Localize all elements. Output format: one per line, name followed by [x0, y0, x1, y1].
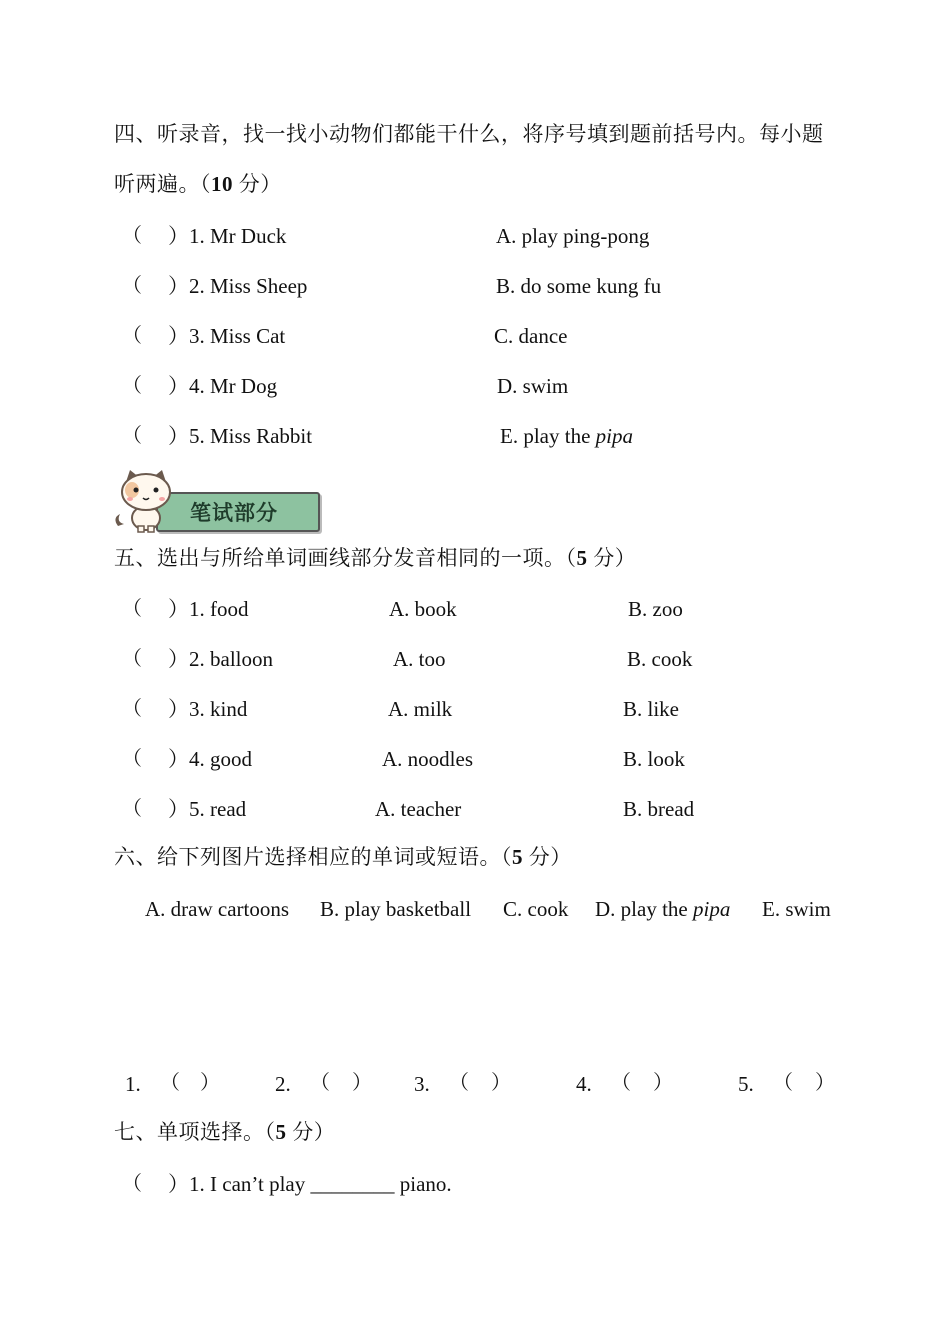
section7-title-text: 七、单项选择。（: [114, 1120, 276, 1144]
answer-number: 1.: [125, 1072, 141, 1096]
answer-bracket[interactable]: （: [122, 375, 142, 397]
question-prompt: ）2. balloon: [168, 647, 273, 671]
section6-title: [114, 847, 572, 868]
section5-title-text: 五、选出与所给单词画线部分发音相同的一项。（: [114, 546, 577, 570]
question-option: B. do some kung fu: [496, 274, 662, 298]
answer-bracket[interactable]: （: [122, 225, 142, 247]
option-b: B. look: [623, 747, 685, 771]
option-b: B. cook: [627, 647, 693, 671]
question-option: D. swim: [497, 374, 569, 398]
option-text: D. play the: [595, 897, 693, 921]
section4-title-line1: 四、听录音，找一找小动物们都能干什么，将序号填到题前括号内。每小题: [114, 122, 824, 146]
question-prompt: ）1. food: [168, 597, 249, 621]
section7-title: [114, 1122, 335, 1143]
section7-points: 5: [275, 1120, 287, 1144]
answer-bracket[interactable]: （: [122, 748, 142, 770]
answer-bracket[interactable]: （: [122, 648, 142, 670]
question-prompt: ）5. read: [168, 797, 247, 821]
option-italic-word: pipa: [595, 424, 633, 448]
question-option: A. play ping-pong: [496, 224, 650, 248]
answer-bracket-open[interactable]: （: [611, 1072, 631, 1094]
answer-bracket[interactable]: （: [122, 425, 142, 447]
answer-bracket-close: ）: [653, 1072, 673, 1094]
answer-bracket[interactable]: （: [122, 798, 142, 820]
question-option: C. dance: [494, 324, 568, 348]
section6-title-text: 六、给下列图片选择相应的单词或短语。（: [114, 845, 512, 869]
option-b: B. bread: [623, 797, 695, 821]
section7-points-unit: 分）: [286, 1120, 336, 1144]
answer-bracket-close: ）: [815, 1072, 835, 1094]
option-a: A. too: [393, 647, 446, 671]
section5-points: 5: [576, 546, 588, 570]
answer-bracket-close: ）: [491, 1072, 511, 1094]
option-c: C. cook: [503, 897, 569, 921]
answer-number: 5.: [738, 1072, 754, 1096]
answer-bracket-open[interactable]: （: [449, 1072, 469, 1094]
answer-number: 2.: [275, 1072, 291, 1096]
answer-bracket[interactable]: （: [122, 698, 142, 720]
section4-points: 10: [211, 172, 233, 196]
section5-title: [114, 548, 636, 569]
cartoon-cat-icon: [112, 468, 182, 534]
banner-label: 笔试部分: [190, 501, 278, 525]
option-a: A. book: [389, 597, 457, 621]
answer-bracket-open[interactable]: （: [773, 1072, 793, 1094]
option-b: B. zoo: [628, 597, 683, 621]
option-d: [595, 899, 730, 920]
option-text: E. play the: [500, 424, 596, 448]
option-b: B. like: [623, 697, 679, 721]
question-prompt: ）1. I can’t play ________ piano.: [168, 1172, 452, 1196]
answer-number: 3.: [414, 1072, 430, 1096]
answer-bracket-close: ）: [352, 1072, 372, 1094]
question-prompt: ）1. Mr Duck: [168, 224, 287, 248]
answer-number: 4.: [576, 1072, 592, 1096]
option-b: B. play basketball: [320, 897, 472, 921]
option-a: A. milk: [388, 697, 453, 721]
option-a: A. draw cartoons: [145, 897, 290, 921]
answer-bracket[interactable]: （: [122, 1173, 142, 1195]
answer-bracket[interactable]: （: [122, 598, 142, 620]
option-a: A. teacher: [375, 797, 462, 821]
section4-title-text: 听两遍。（: [114, 172, 211, 196]
answer-bracket[interactable]: （: [122, 325, 142, 347]
section5-points-unit: 分）: [587, 546, 637, 570]
option-a: A. noodles: [382, 747, 473, 771]
question-prompt: ）5. Miss Rabbit: [168, 424, 313, 448]
question-prompt: ）3. kind: [168, 697, 248, 721]
option-italic-word: pipa: [692, 897, 731, 921]
question-prompt: ）3. Miss Cat: [168, 324, 286, 348]
question-prompt: ）4. Mr Dog: [168, 374, 278, 398]
section6-points: 5: [512, 845, 523, 869]
section4-points-unit: 分）: [233, 172, 282, 196]
section4-title-line2: [114, 174, 282, 195]
question-prompt: ）2. Miss Sheep: [168, 274, 308, 298]
written-section-banner: [112, 468, 322, 534]
option-e: E. swim: [762, 897, 831, 921]
answer-bracket-open[interactable]: （: [160, 1072, 180, 1094]
answer-bracket-open[interactable]: （: [310, 1072, 330, 1094]
answer-bracket-close: ）: [200, 1072, 220, 1094]
question-prompt: ）4. good: [168, 747, 252, 771]
answer-bracket[interactable]: （: [122, 275, 142, 297]
section6-points-unit: 分）: [523, 845, 572, 869]
question-option: [500, 426, 633, 447]
